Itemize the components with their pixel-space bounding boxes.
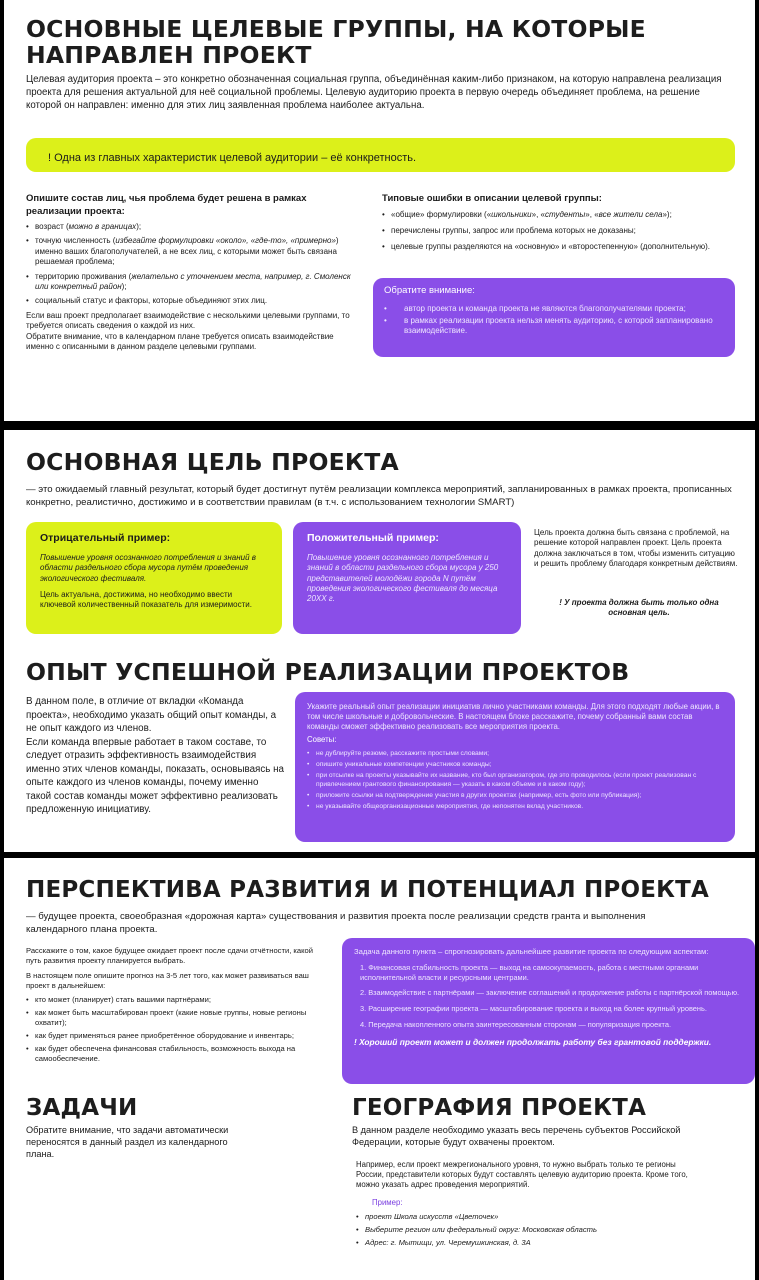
goal-experience-panel — [4, 430, 755, 852]
perspective-panel — [4, 858, 755, 1280]
positive-example-heading: Положительный пример: — [307, 532, 439, 544]
attention-list — [384, 304, 724, 337]
left-paragraph: Обратите внимание, что в календарном плане требуется описать взаимодействие именно с описанными в данном разделе целевыми группами. — [26, 331, 334, 351]
target-groups-note: ! Одна из главных характеристик целевой аудитории – её конкретность. — [26, 138, 735, 172]
perspective-box-intro: Задача данного пункта – спрогнозировать дальнейшее развитие проекта по следующим аспектам: — [354, 947, 709, 956]
perspective-box-list — [354, 963, 743, 1029]
target-groups-panel — [4, 0, 755, 421]
attention-heading: Обратите внимание: — [384, 285, 475, 296]
perspective-left-text: Расскажите о том, какое будущее ожидает проект после сдачи отчётности, какой путь развития проекту планируется выбрать. В настоящем поле опишите прогноз на 3-5 лет того, как может развиваться ваш проект в дальнейшем: • кто может (планирует) стать вашими партнёрами; • как может быть масштабирован проект (какие новые группы, новые регионы охватит); • как будет применяться ранее приобретённое оборудование и инвентарь; • как будет обеспечена финансовая стабильность, возможность выхода на самообеспечение. — [26, 946, 322, 1064]
list-item: • не дублируйте резюме, расскажите простыми словами; — [307, 749, 723, 758]
list-item: • автор проекта и команда проекта не являются благополучателями проекта; — [384, 304, 724, 314]
list-item: • перечислены группы, запрос или проблема которых не доказаны; — [382, 226, 732, 236]
list-item: • в рамках реализации проекта нельзя менять аудиторию, с которой запланировано взаимодействие. — [384, 316, 724, 337]
positive-example-text: Повышение уровня осознанного потребления и знаний в области раздельного сбора мусора у 250 представителей молодёжи города N путём проведения экологического фестиваля до месяца 20ХХ г. — [307, 552, 499, 604]
list-item: • кто может (планирует) стать вашими партнёрами; — [26, 995, 322, 1005]
list-item: • Адрес: г. Мытищи, ул. Черемушкинская, д. 3А — [356, 1238, 716, 1248]
list-item: • как будет обеспечена финансовая стабильность, возможность выхода на самообеспечение. — [26, 1044, 322, 1064]
perspective-list — [26, 995, 322, 1063]
list-item: • целевые группы разделяются на «основную» и «второстепенную» (дополнительную). — [382, 242, 732, 252]
geography-title: ГЕОГРАФИЯ ПРОЕКТА — [352, 1095, 647, 1121]
left-list — [26, 222, 356, 307]
goal-side-note: ! У проекта должна быть только одна основная цель. — [559, 598, 719, 618]
tips-list — [307, 749, 723, 811]
experience-title: ОПЫТ УСПЕШНОЙ РЕАЛИЗАЦИИ ПРОЕКТОВ — [26, 658, 630, 686]
list-item: • точную численность (избегайте формулировки «около», «где-то», «примерно») именно ваших благополучателей, а не всех лиц, с которыми может быть связана решаемая проблема; — [26, 236, 356, 267]
list-item: • при отсылке на проекты указывайте их название, кто был организатором, где это проводилось (если проект реализован с привлечением грантового финансирования — указать в каком объеме и в каком году); — [307, 771, 723, 789]
goal-side-text: Цель проекта должна быть связана с проблемой, на решение которой направлен проект. Цель проекта должна заключаться в том, чтобы изменить ситуацию и решить проблему благодаря конкретным действиям. — [534, 528, 738, 569]
target-groups-left-column — [26, 193, 356, 352]
left-paragraph: Если ваш проект предполагает взаимодействие с несколькими целевыми группами, то требуется описать сведения о каждой из них. — [26, 310, 350, 331]
list-item: • как может быть масштабирован проект (какие новые группы, новые регионы охватит); — [26, 1008, 322, 1028]
list-item: • опишите уникальные компетенции участников команды; — [307, 760, 723, 769]
goal-intro: — это ожидаемый главный результат, который будет достигнут путём реализации комплекса мероприятий, запланированных в рамках проекта, прописанных конкретно, реалистично, достижимо и в соответствии правилам (в т.ч. с использованием технологии SMART) — [26, 484, 732, 508]
negative-example-heading: Отрицательный пример: — [40, 532, 171, 544]
list-item: • территорию проживания (желательно с уточнением места, например, г. Смоленск или конкретный район); — [26, 272, 356, 293]
tasks-text: Обратите внимание, что задачи автоматически переносятся в данный раздел из календарного плана. — [26, 1125, 229, 1160]
tips-heading: Советы: — [307, 735, 337, 745]
list-item: • Выберите регион или федеральный округ: Московская область — [356, 1225, 716, 1235]
target-groups-right-column — [382, 193, 732, 253]
perspective-box — [342, 938, 755, 1084]
experience-left-text: В данном поле, в отличие от вкладки «Команда проекта», необходимо указать общий опыт команды, а не опыт каждого из членов. Если команда впервые работает в таком составе, то следует отразить эффективность взаимодействия именно этих членов команды, показать, основываясь на опыте каждого из членов команды, почему именно такой состав команды может эффективно реализовать предложенную инициативу. — [26, 696, 284, 816]
list-item: • «общие» формулировки («школьники», «студенты», «все жители села»); — [382, 210, 732, 220]
negative-example-box — [26, 522, 282, 634]
experience-box — [295, 692, 735, 842]
perspective-intro: — будущее проекта, своеобразная «дорожная карта» существования и развития проекта после реализации средств гранта и выполнения календарного плана проекта. — [26, 911, 646, 935]
negative-example-text: Повышение уровня осознанного потребления и знаний в области раздельного сбора мусора путём проведения экологического фестиваля. — [40, 552, 256, 583]
target-groups-intro: Целевая аудитория проекта – это конкретно обозначенная социальная группа, объединённая каким-либо признаком, на которую направлена реализация проекта для решения актуальной для неё социальной проблемы. Целевую аудиторию проекта в первую очередь объединяет проблема, на решение которой он направлен: именно для этих лиц заявленная проблема наиболее актуальна. — [26, 74, 722, 111]
list-item: 4. Передача накопленного опыта заинтересованным сторонам — популяризация проекта. — [360, 1019, 671, 1029]
positive-example-box — [293, 522, 521, 634]
geography-example-list — [356, 1212, 716, 1248]
tasks-title: ЗАДАЧИ — [26, 1095, 138, 1121]
list-item: 1. Финансовая стабильность проекта — выход на самоокупаемость, работа с местными органами исполнительной власти и ресурсными центрами. — [360, 963, 699, 982]
experience-box-text: Укажите реальный опыт реализации инициатив лично участниками команды. Для этого подходят любые акции, в том числе школьные и добровольческие. В настоящем блоке расскажите, почему собранный вами состав команды сможет эффективно реализовать все мероприятия проекта. — [307, 702, 720, 732]
right-heading: Типовые ошибки в описании целевой группы: — [382, 193, 602, 204]
attention-box — [373, 278, 735, 357]
geography-example-heading: Пример: — [372, 1198, 403, 1207]
left-heading: Опишите состав лиц, чья проблема будет решена в рамках реализации проекта: — [26, 193, 307, 217]
list-item: • социальный статус и факторы, которые объединяют этих лиц. — [26, 296, 356, 306]
list-item: 3. Расширение географии проекта — масштабирование проекта и выход на более крупный уровень. — [360, 1003, 707, 1013]
target-groups-title: ОСНОВНЫЕ ЦЕЛЕВЫЕ ГРУППЫ, НА КОТОРЫЕ НАПРАВЛЕН ПРОЕКТ — [26, 15, 646, 70]
geography-text: В данном разделе необходимо указать весь перечень субъектов Российской Федерации, которые будут охвачены проектом. — [352, 1125, 681, 1148]
geography-example-text: Например, если проект межрегионального уровня, то нужно выбрать только те регионы России, представители которых будут составлять целевую аудиторию проекта. Кроме того, можно указать адрес проведения мероприятий. — [356, 1160, 688, 1190]
perspective-box-note: ! Хороший проект может и должен продолжать работу без грантовой поддержки. — [354, 1037, 712, 1048]
list-item: • не указывайте общеорганизационные мероприятия, где непонятен вклад участников. — [307, 802, 723, 811]
goal-title: ОСНОВНАЯ ЦЕЛЬ ПРОЕКТА — [26, 448, 399, 476]
list-item: • как будет применяться ранее приобретённое оборудование и инвентарь; — [26, 1031, 322, 1041]
right-list — [382, 210, 732, 253]
perspective-title: ПЕРСПЕКТИВА РАЗВИТИЯ И ПОТЕНЦИАЛ ПРОЕКТА — [26, 877, 710, 903]
list-item: • приложите ссылки на подтверждение участия в других проектах (например, есть фото или публикация); — [307, 791, 723, 800]
list-item: • возраст (можно в границах); — [26, 222, 356, 232]
negative-example-note: Цель актуальна, достижима, но необходимо ввести ключевой количественный показатель для измеримости. — [40, 590, 252, 610]
list-item: 2. Взаимодействие с партнёрами — заключение соглашений и продолжение работы с партнёрской помощью. — [360, 988, 740, 998]
list-item: • проект Школа искусств «Цветочек» — [356, 1212, 716, 1222]
